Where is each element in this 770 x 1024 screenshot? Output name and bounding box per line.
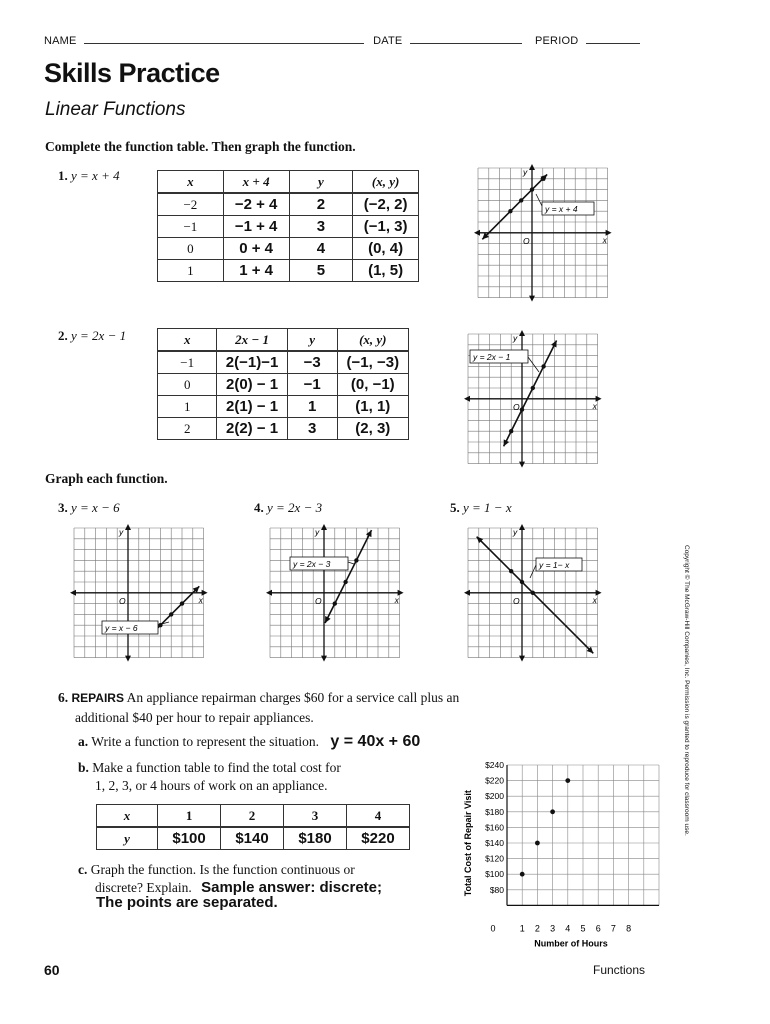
instruction-complete-table: Complete the function table. Then graph the function.: [45, 139, 356, 154]
table-cell: 1: [158, 260, 224, 282]
footer-section: Functions: [593, 963, 646, 977]
table-header: 2: [221, 805, 284, 828]
plotted-point: [354, 558, 358, 562]
data-point: [565, 778, 570, 783]
x-axis-arrow: [464, 396, 470, 402]
table-cell: −3: [287, 351, 337, 374]
y-tick-label: $200: [485, 791, 504, 802]
table-header: 4: [346, 805, 409, 828]
x-axis-label: x: [592, 594, 597, 605]
data-point: [520, 872, 525, 877]
problem-1-number: 1.: [58, 168, 68, 183]
x-axis-label: x: [602, 234, 607, 245]
x-tick-label: 0: [490, 923, 496, 934]
table-cell: 0 + 4: [223, 238, 289, 260]
problem-6a-label: a.: [78, 734, 89, 749]
data-point: [550, 809, 555, 814]
table-cell: 5: [289, 260, 353, 282]
x-tick-label: 1: [519, 923, 525, 934]
y-tick-label: $120: [485, 853, 504, 864]
x-tick-label: 2: [534, 923, 540, 934]
origin-label: O: [315, 595, 322, 606]
y-tick-label: $80: [489, 884, 504, 895]
plotted-point: [508, 209, 512, 213]
equation-callout: [470, 350, 539, 372]
x-axis-label: x: [394, 594, 399, 605]
table-cell: (1, 5): [353, 260, 419, 282]
plotted-point: [509, 569, 513, 573]
plotted-point: [169, 612, 173, 616]
problem-2-graph: [466, 330, 596, 466]
table-header: x: [158, 171, 224, 194]
table-cell: −2: [158, 193, 224, 216]
problem-6-line1: An appliance repairman charges $60 for a service call plus an: [126, 690, 460, 705]
name-blank[interactable]: [84, 34, 364, 44]
x-axis-arrow: [474, 230, 480, 236]
problem-6-topic: REPAIRS: [71, 691, 124, 705]
problem-6b: [78, 759, 341, 795]
function-line: [482, 174, 547, 239]
callout-text: y = 1− x: [539, 560, 570, 570]
y-tick-label: $160: [485, 822, 504, 833]
table-cell: 1: [158, 396, 217, 418]
plotted-point: [531, 591, 535, 595]
y-axis-arrow: [519, 462, 525, 468]
y-tick-label: $140: [485, 838, 504, 848]
problem-4-equation: y = 2x − 3: [267, 500, 323, 515]
table-cell: (0, 4): [353, 238, 419, 260]
y-tick-label: $100: [485, 869, 504, 880]
table-cell: 2: [158, 418, 217, 440]
x-tick-label: 8: [626, 923, 632, 934]
equation-callout: [530, 558, 582, 578]
date-label: DATE: [373, 35, 403, 47]
x-tick-label: 4: [565, 923, 571, 934]
problem-5-number: 5.: [450, 500, 460, 515]
problem-6c-line2: discrete? Explain.: [95, 880, 192, 895]
callout-pointer: [348, 562, 354, 564]
table-header: y: [289, 171, 353, 194]
equation-callout: [290, 557, 354, 570]
table-cell: (−2, 2): [353, 193, 419, 216]
callout-pointer: [528, 357, 539, 372]
page-number: 60: [44, 962, 60, 978]
problem-6c-label: c.: [78, 862, 88, 877]
problem-6c-line1: Graph the function. Is the function continuous or: [90, 862, 355, 877]
table-cell: 4: [289, 238, 353, 260]
problem-3-equation: y = x − 6: [71, 500, 120, 515]
table-cell: (2, 3): [337, 418, 408, 440]
plotted-point: [541, 177, 545, 181]
plotted-point: [343, 580, 347, 584]
plotted-point: [509, 429, 513, 433]
callout-text: y = 2x − 1: [473, 352, 511, 362]
plotted-point: [530, 187, 534, 191]
y-axis-arrow: [519, 656, 525, 662]
x-tick-label: 6: [595, 923, 601, 934]
problem-6a: [78, 733, 420, 751]
y-tick-label: $240: [485, 760, 504, 770]
table-cell: 1 + 4: [223, 260, 289, 282]
problem-6c-answer1: Sample answer: discrete;: [201, 879, 383, 896]
problem-6c: [78, 861, 382, 897]
table-cell: −1: [158, 216, 224, 238]
plotted-point: [180, 601, 184, 605]
table-header: (x, y): [353, 171, 419, 194]
table-cell: $220: [346, 827, 409, 850]
table-cell: 2(2) − 1: [217, 418, 287, 440]
problem-1-equation: y = x + 4: [71, 168, 120, 183]
problem-4-number: 4.: [254, 500, 264, 515]
y-axis-arrow: [321, 656, 327, 662]
y-tick-label: $180: [485, 806, 504, 817]
callout-text: y = x + 4: [545, 204, 578, 214]
y-axis-arrow: [125, 656, 131, 662]
y-axis-label: y: [523, 167, 528, 177]
x-axis-label: x: [592, 400, 597, 411]
problem-6c-answer2: The points are separated.: [96, 894, 278, 911]
problem-2-number: 2.: [58, 328, 68, 343]
y-axis-arrow: [529, 296, 535, 302]
y-axis-arrow: [321, 524, 327, 530]
problem-5-graph: [466, 524, 596, 660]
plotted-point: [520, 407, 524, 411]
table-cell: (0, −1): [337, 374, 408, 396]
date-blank[interactable]: [410, 34, 522, 44]
plotted-point: [333, 601, 337, 605]
page-title: Skills Practice: [44, 58, 220, 88]
y-axis-arrow: [519, 524, 525, 530]
table-header: y: [287, 329, 337, 352]
problem-2-equation: y = 2x − 1: [71, 328, 127, 343]
function-line: [325, 530, 371, 623]
table-cell: 2(0) − 1: [217, 374, 287, 396]
problem-5-equation: y = 1 − x: [463, 500, 512, 515]
table-cell: $140: [221, 827, 284, 850]
table-header: (x, y): [337, 329, 408, 352]
x-axis-title: Number of Hours: [534, 938, 608, 949]
table-cell: (1, 1): [337, 396, 408, 418]
table-header: x: [158, 329, 217, 352]
y-axis-label: y: [315, 527, 320, 537]
table-header: 1: [158, 805, 221, 828]
problem-6-text: [58, 688, 578, 727]
problem-3-heading: [58, 500, 120, 516]
x-tick-label: 7: [610, 923, 616, 934]
problem-4-graph: [268, 524, 398, 660]
table-cell: 2(−1)−1: [217, 351, 287, 374]
problem-6a-text: Write a function to represent the situation.: [91, 734, 320, 749]
table-cell: (−1, −3): [337, 351, 408, 374]
problem-6b-label: b.: [78, 760, 89, 775]
table-cell: 0: [158, 238, 224, 260]
problem-6-table: [96, 804, 410, 850]
y-tick-label: $220: [485, 775, 504, 786]
plotted-point: [541, 364, 545, 368]
callout-pointer: [536, 194, 542, 206]
x-axis-arrow: [464, 590, 470, 596]
header-line: [44, 34, 640, 47]
period-blank[interactable]: [586, 34, 640, 44]
table-cell: 2(1) − 1: [217, 396, 287, 418]
table-header: 3: [284, 805, 347, 828]
table-header: 2x − 1: [217, 329, 287, 352]
problem-6a-answer: y = 40x + 60: [330, 733, 421, 750]
problem-4-heading: [254, 500, 322, 516]
problem-3-graph: [72, 524, 202, 660]
problem-6-number: 6.: [58, 690, 69, 705]
problem-3-number: 3.: [58, 500, 68, 515]
table-cell: −1: [287, 374, 337, 396]
callout-text: y = 2x − 3: [293, 559, 331, 569]
origin-label: O: [119, 595, 126, 606]
table-header: x: [97, 805, 158, 828]
instruction-graph-each: Graph each function.: [45, 471, 168, 486]
x-axis-arrow: [70, 590, 76, 596]
table-cell: $100: [158, 827, 221, 850]
table-cell: 3: [287, 418, 337, 440]
page-subtitle: Linear Functions: [45, 99, 186, 120]
y-axis-arrow: [529, 164, 535, 170]
period-label: PERIOD: [534, 35, 579, 47]
problem-1-heading: [58, 168, 120, 184]
y-axis-arrow: [519, 330, 525, 336]
problem-6b-line2: 1, 2, 3, or 4 hours of work on an appliance.: [95, 778, 328, 793]
callout-text: y = x − 6: [105, 623, 138, 633]
y-axis-label: y: [513, 333, 518, 343]
table-cell: −1: [158, 351, 217, 374]
x-axis-arrow: [266, 590, 272, 596]
copyright-notice: Copyright © The McGraw-Hill Companies, Inc. Permission is granted to reproduce for classroom use.: [683, 545, 690, 836]
table-cell: 3: [289, 216, 353, 238]
problem-6-line2: additional $40 per hour to repair appliances.: [75, 710, 314, 725]
x-axis-label: x: [198, 594, 203, 605]
table-cell: 2: [289, 193, 353, 216]
problem-6b-line1: Make a function table to find the total cost for: [92, 760, 341, 775]
y-axis-arrow: [125, 524, 131, 530]
repair-cost-chart: [455, 755, 655, 949]
y-axis-label: y: [513, 527, 518, 537]
table-cell: 1: [287, 396, 337, 418]
problem-2-table: [157, 328, 409, 440]
x-tick-label: 5: [580, 923, 586, 934]
y-axis-label: y: [119, 527, 124, 537]
table-header: x + 4: [223, 171, 289, 194]
problem-2-heading: [58, 328, 126, 344]
problem-5-heading: [450, 500, 512, 516]
table-cell: (−1, 3): [353, 216, 419, 238]
plotted-point: [519, 198, 523, 202]
table-cell: $180: [284, 827, 347, 850]
x-tick-label: 3: [550, 923, 556, 934]
origin-label: O: [513, 401, 520, 412]
table-cell: −2 + 4: [223, 193, 289, 216]
table-cell: −1 + 4: [223, 216, 289, 238]
origin-label: O: [523, 235, 530, 246]
data-point: [535, 841, 540, 846]
problem-1-graph: [476, 164, 606, 300]
plotted-point: [531, 386, 535, 390]
problem-1-table: [157, 170, 419, 282]
origin-label: O: [513, 595, 520, 606]
name-label: NAME: [44, 35, 77, 47]
equation-callout: [536, 194, 594, 215]
table-cell: 0: [158, 374, 217, 396]
y-axis-title: Total Cost of Repair Visit: [463, 790, 473, 897]
plotted-point: [520, 580, 524, 584]
table-cell: y: [97, 827, 158, 850]
